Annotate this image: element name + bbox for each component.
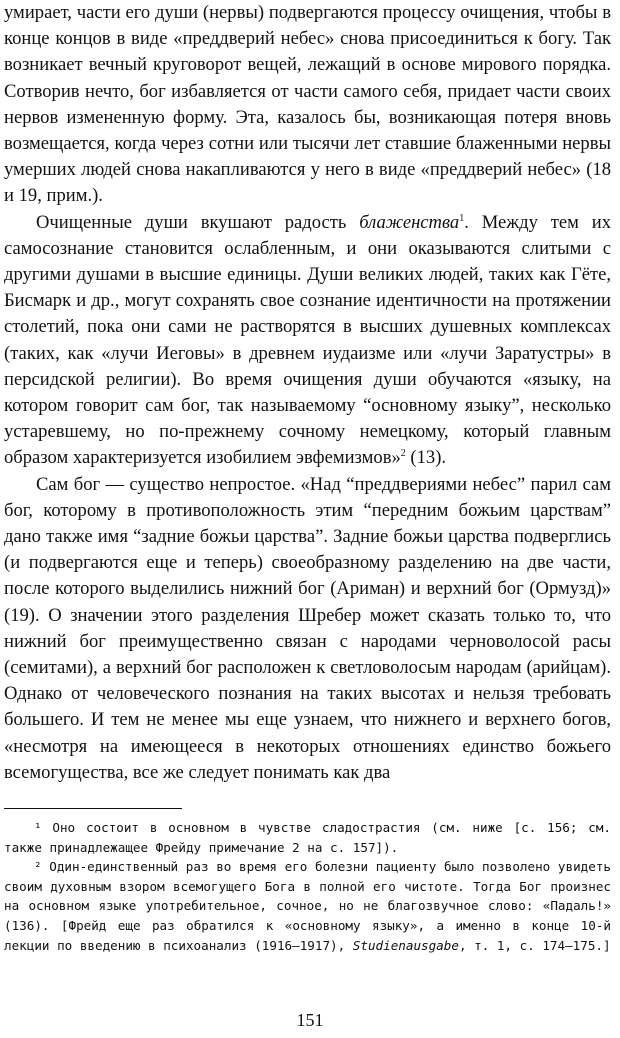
paragraph-3: Сам бог — существо непростое. «Над “преддвериями небес” парил сам бог, которому в противоположность этим “передним божьим царствам” дано также имя “задние божьи царства”. Задние божьи царства подверглись (и подвергаются еще и теперь) своеобразному разделению на две части, после которого выделились нижний бог (Ариман) и верхний бог (Ормузд)» (19). О значении этого разделения Шребер может сказать только то, что нижний бог преимущественно связан с народами черноволосой расы (семитами), а верхний бог расположен к светловолосым народам (арийцам). Однако от человеческого познания на таких высотах и нельзя требовать большего. И тем не менее мы еще узнаем, что нижнего и верхнего богов, «несмотря на имеющееся в некоторых отношениях единство божьего всемогущества, все же следует понимать как два — [4, 473, 611, 783]
footnote-2-end: , т. 1, с. 174–175.] — [458, 937, 611, 953]
footnote-2-title: Studienausgabe — [352, 937, 459, 953]
paragraph-2 — [4, 210, 611, 472]
footnote-ref-1: 1 — [459, 212, 465, 224]
paragraph-2-end: (13). — [405, 447, 447, 469]
paragraph-1: умирает, части его души (нервы) подвергаются процессу очищения, чтобы в конце концов в виде «преддверий небес» снова присоединиться к богу. Так возникает вечный круговорот вещей, лежащий в основе мирового порядка. Сотворив нечто, бог избавляется от части самого себя, придает части своих нервов измененную форму. Эта, казалось бы, возникающая потеря вновь возмещается, когда через сотни или тысячи лет ставшие блаженными нервы умерших людей снова накапливаются у него в виде «преддверий небес» (18 и 19, прим.). — [4, 2, 611, 207]
page-number: 151 — [296, 1010, 324, 1030]
main-text — [4, 0, 611, 786]
footnote-1: ¹ Оно состоит в основном в чувстве сладострастия (см. ниже [с. 156; см. также принадлежащее Фрейду примечание 2 на с. 157]). — [4, 820, 611, 855]
footnote-divider — [4, 808, 182, 809]
paragraph-2-middle: . Между тем их самосознание становится ослабленным, и они оказываются слитыми с другими душами в высшие единицы. Души великих людей, таких как Гёте, Бисмарк и др., могут сохранять свое сознание идентичности на протяжении столетий, пока они сами не растворятся в высших душевных комплексах (таких, как «лучи Иеговы» в древнем иудаизме или «лучи Заратустры» в персидской религии). Во время очищения души обучаются «языку, на котором говорит сам бог, так называемому “основному языку”, несколько устаревшему, но по-прежнему сочному немецкому, который главным образом характеризуется изобилием эвфемизмов» — [4, 211, 611, 469]
emphasis-blazhenstva: блаженства — [359, 211, 460, 233]
footnote-ref-2: 2 — [400, 448, 406, 460]
footnote-2 — [4, 857, 611, 955]
footnotes — [4, 818, 611, 955]
footnote-2-text: ² Один-единственный раз во время его болезни пациенту было позволено увидеть своим духовным взором всемогущего Бога в полной его чистоте. Тогда Бог произнес на основном языке употребительное, сочное, но не благозвучное слово: «Падаль!» (136). [Фрейд еще раз обратился к «основному языку», а именно в конце 10-й лекции по введению в психоанализ (1916–1917), — [4, 859, 611, 953]
paragraph-2-start: Очищенные души вкушают радость — [36, 211, 360, 233]
